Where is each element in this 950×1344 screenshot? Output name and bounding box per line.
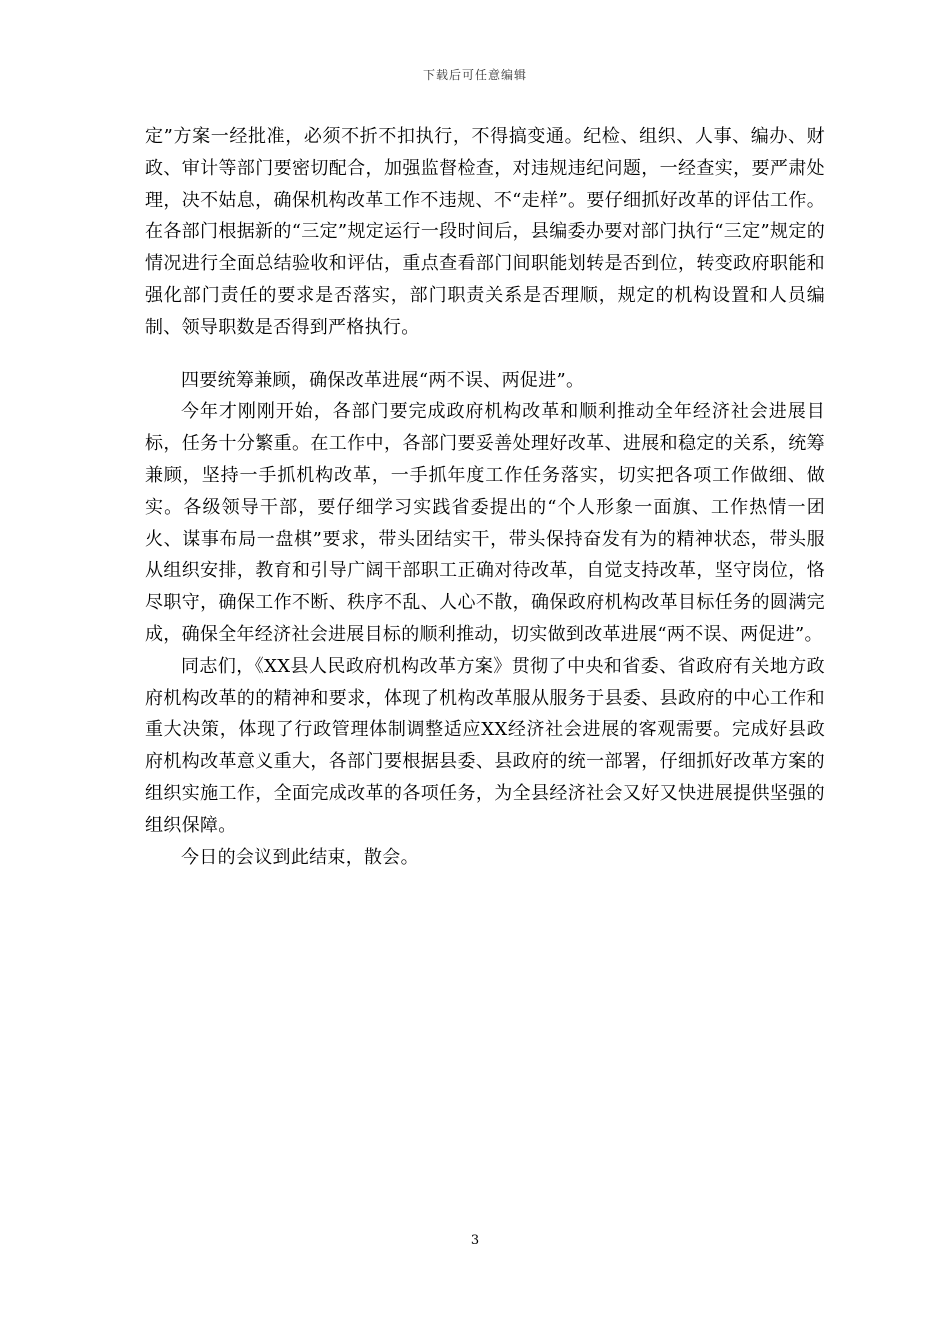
page-header: 下载后可任意编辑 (422, 68, 527, 82)
document-body (145, 121, 825, 873)
page-number: 3 (470, 1233, 480, 1248)
paragraph-closing: 今日的会议到此结束，散会。 (181, 846, 419, 868)
paragraph-section-heading: 四要统筹兼顾，确保改革进展“两不误、两促进”。 (181, 369, 585, 391)
paragraph-body: 今年才刚刚开始，各部门要完成政府机构改革和顺利推动全年经济社会进展目标，任务十分繁重。在工作中，各部门要妥善处理好改革、进展和稳定的关系，统筹兼顾，坚持一手抓机构改革，一手抓年度工作任务落实，切实把各项工作做细、做实。各级领导干部，要仔细学习实践省委提出的“个人形象一面旗、工作热情一团火、谋事布局一盘棋”要求，带头团结实干，带头保持奋发有为的精神状态，带头服从组织安排，教育和引导广阔干部职工正确对待改革，自觉支持改革，坚守岗位，恪尽职守，确保工作不断、秩序不乱、人心不散，确保政府机构改革目标任务的圆满完成，确保全年经济社会进展目标的顺利推动，切实做到改革进展“两不误、两促进”。 (145, 401, 825, 645)
paragraph-continuation: 定”方案一经批准，必须不折不扣执行，不得搞变通。纪检、组织、人事、编办、财政、审计等部门要密切配合，加强监督检查，对违规违纪问题，一经查实，要严肃处理，决不姑息，确保机构改革工作不违规、不“走样”。要仔细抓好改革的评估工作。在各部门根据新的“三定”规定运行一段时间后，县编委办要对部门执行“三定”规定的情况进行全面总结验收和评估，重点查看部门间职能划转是否到位，转变政府职能和强化部门责任的要求是否落实，部门职责关系是否理顺，规定的机构设置和人员编制、领导职数是否得到严格执行。 (145, 126, 825, 338)
paragraph-body: 同志们，《XX县人民政府机构改革方案》贯彻了中央和省委、省政府有关地方政府机构改革的的精神和要求，体现了机构改革服从服务于县委、县政府的中心工作和重大决策，体现了行政管理体制调整适应XX经济社会进展的客观需要。完成好县政府机构改革意义重大，各部门要根据县委、县政府的统一部署，仔细抓好改革方案的组织实施工作，全面完成改革的各项任务，为全县经济社会又好又快进展提供坚强的组织保障。 (145, 655, 825, 836)
